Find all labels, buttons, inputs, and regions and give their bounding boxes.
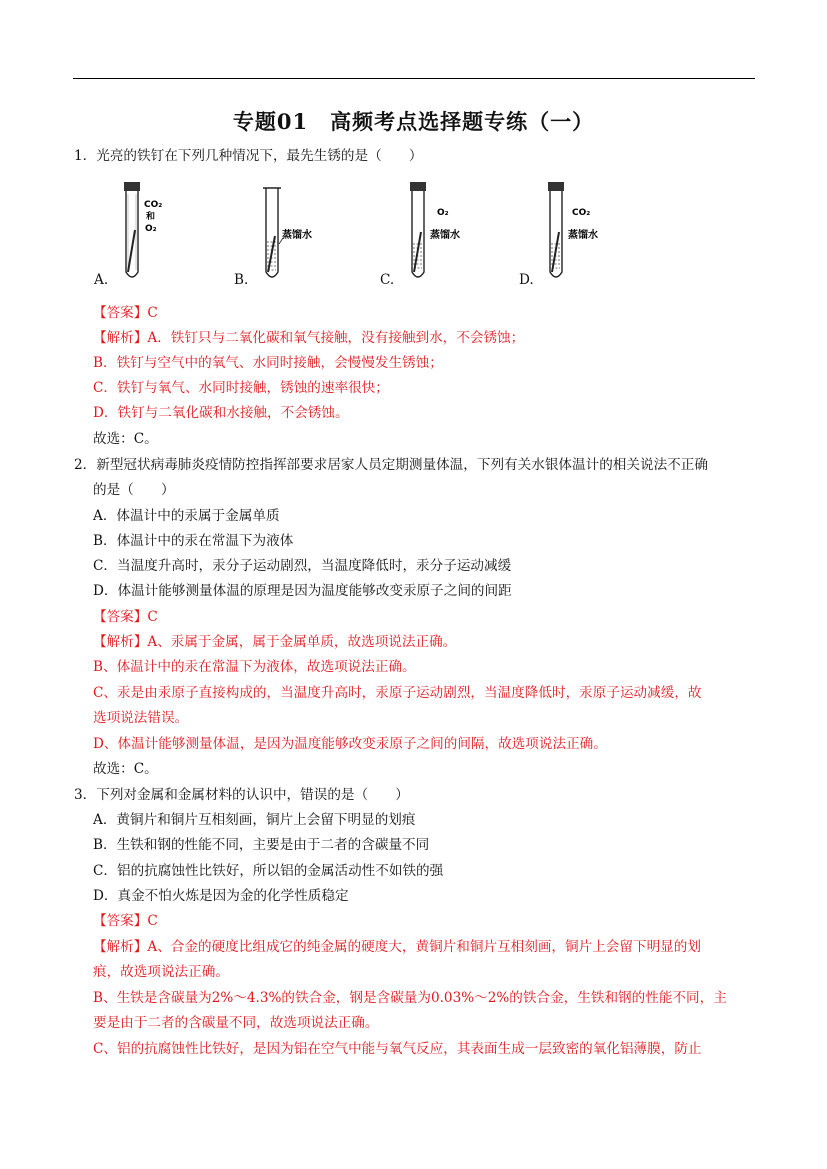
test-tube-d-figure: [542, 180, 612, 288]
q1-analysis-line: D．铁钉与二氧化碳和水接触，不会锈蚀。: [93, 405, 349, 421]
q2-analysis-line: 【解析】A、汞属于金属，属于金属单质，故选项说法正确。: [93, 634, 457, 650]
q3-answer: 【答案】C: [93, 913, 158, 929]
header-rule: [73, 78, 755, 79]
q1-option-c: C.: [380, 272, 395, 288]
q3-option-d: D．真金不怕火炼是因为金的化学性质稳定: [93, 888, 349, 904]
q1-analysis-line: C．铁钉与氧气、水同时接触，锈蚀的速率很快；: [93, 380, 389, 396]
q3-analysis-line: 痕，故选项说法正确。: [93, 964, 229, 980]
q1-stem: 1．光亮的铁钉在下列几种情况下，最先生锈的是（ ）: [74, 148, 423, 164]
q3-option-a: A．黄铜片和铜片互相刻画，铜片上会留下明显的划痕: [93, 812, 416, 828]
q2-answer: 【答案】C: [93, 609, 158, 625]
q2-analysis-line: 选项说法错误。: [93, 710, 189, 726]
tube-c-label-1: O₂: [437, 208, 449, 218]
q2-stem-line: 的是（ ）: [93, 482, 175, 498]
tube-a-label-2: 和: [146, 212, 156, 222]
q1-analysis-line: 【解析】A．铁钉只与二氧化碳和氧气接触，没有接触到水，不会锈蚀；: [93, 330, 525, 346]
tube-b-label-1: 蒸馏水: [282, 230, 312, 241]
q2-analysis-line: D、体温计能够测量体温，是因为温度能够改变汞原子之间的间隔，故选项说法正确。: [93, 736, 607, 752]
q3-analysis-line: B、生铁是含碳量为2%～4.3%的铁合金，钢是含碳量为0.03%～2%的铁合金，生铁和钢的性能不同，主: [93, 990, 727, 1006]
q2-analysis-line: C、汞是由汞原子直接构成的，当温度升高时，汞原子运动剧烈，当温度降低时，汞原子运动减缓，故: [93, 685, 702, 701]
tube-c-label-2: 蒸馏水: [430, 230, 460, 241]
q3-option-b: B．生铁和钢的性能不同，主要是由于二者的含碳量不同: [93, 837, 430, 853]
q2-option-c: C．当温度升高时，汞分子运动剧烈，当温度降低时，汞分子运动减缓: [93, 558, 512, 574]
q2-option-b: B．体温计中的汞在常温下为液体: [93, 533, 294, 549]
q1-option-b: B.: [234, 272, 249, 288]
tube-d-label-1: CO₂: [572, 208, 591, 218]
test-tube-a-figure: [118, 180, 178, 288]
q2-analysis-line: B、体温计中的汞在常温下为液体，故选项说法正确。: [93, 659, 416, 675]
q1-answer: 【答案】C: [93, 305, 158, 321]
page-title: 专题01 高频考点选择题专练（一）: [232, 109, 595, 134]
q2-conclusion: 故选：C。: [93, 761, 158, 777]
q3-analysis-line: 【解析】A、合金的硬度比组成它的纯金属的硬度大，黄铜片和铜片互相刻画，铜片上会留下明显的划: [93, 939, 701, 955]
test-tube-c-figure: [404, 180, 474, 288]
q3-option-c: C．铝的抗腐蚀性比铁好，所以铝的金属活动性不如铁的强: [93, 863, 444, 879]
tube-a-label-1: CO₂: [144, 200, 163, 210]
q3-analysis-line: 要是由于二者的含碳量不同，故选项说法正确。: [93, 1015, 379, 1031]
q2-option-a: A．体温计中的汞属于金属单质: [93, 508, 280, 524]
q1-option-a: A.: [94, 272, 109, 288]
q1-analysis-line: B．铁钉与空气中的氧气、水同时接触，会慢慢发生锈蚀；: [93, 355, 443, 371]
q3-analysis-line: C、铝的抗腐蚀性比铁好，是因为铝在空气中能与氧气反应，其表面生成一层致密的氧化铝薄膜，防止: [93, 1041, 702, 1057]
q2-option-d: D．体温计能够测量体温的原理是因为温度能够改变汞原子之间的间距: [93, 583, 512, 599]
q1-option-d: D.: [519, 272, 534, 288]
test-tube-b-figure: [258, 180, 328, 288]
tube-a-label-3: O₂: [145, 224, 157, 234]
tube-d-label-2: 蒸馏水: [568, 230, 598, 241]
q3-stem: 3．下列对金属和金属材料的认识中，错误的是（ ）: [74, 787, 409, 803]
q1-conclusion: 故选：C。: [93, 431, 158, 447]
q2-stem-line: 2．新型冠状病毒肺炎疫情防控指挥部要求居家人员定期测量体温，下列有关水银体温计的相关说法不正确: [74, 457, 708, 473]
